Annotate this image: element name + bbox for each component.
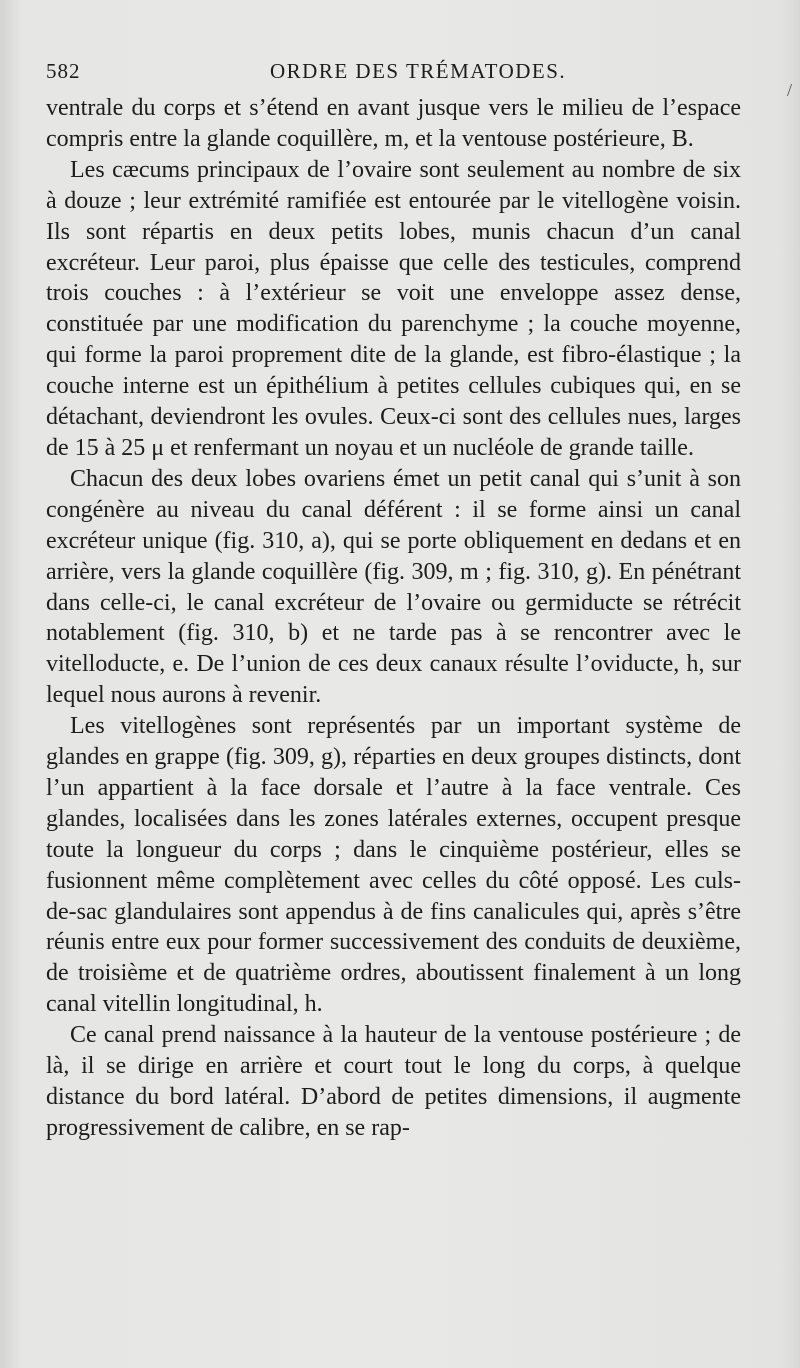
margin-mark: /: [786, 80, 792, 100]
paragraph: Chacun des deux lobes ovariens émet un petit canal qui s’unit à son congénère au niveau du canal déférent : il se forme ainsi un canal excréteur unique (fig. 310, a), qui se porte obliquement en dedans et en arrière, vers la glande coquillère (fig. 309, m ; fig. 310, g). En pénétrant dans celle-ci, le canal excréteur de l’ovaire ou germiducte se rétrécit notablement (fig. 310, b) et ne tarde pas à se rencontrer avec le vitelloducte, e. De l’union de ces deux canaux résulte l’oviducte, h, sur lequel nous aurons à revenir.: [46, 465, 741, 709]
running-head: [46, 59, 746, 89]
page-number: 582: [46, 59, 81, 83]
paragraph: Les vitellogènes sont représentés par un important système de glandes en grappe (fig. 309, g), réparties en deux groupes distincts, dont l’un appartient à la face dorsale et l’autre à la face ventrale. Ces glandes, localisées dans les zones latérales externes, occupent presque toute la longueur du corps ; dans le cinquième postérieur, elles se fusionnent même complètement avec celles du côté opposé. Les culs-de-sac glandulaires sont appendus à de fins canalicules qui, après s’être réunis entre eux pour former successivement des conduits de deuxième, de troisième et de quatrième ordres, aboutissent finalement à un long canal vitellin longitudinal, h.: [46, 713, 741, 1018]
paragraph: Les cæcums principaux de l’ovaire sont seulement au nombre de six à douze ; leur extrémité ramifiée est entourée par le vitellogène voisin. Ils sont répartis en deux petits lobes, munis chacun d’un canal excréteur. Leur paroi, plus épaisse que celle des testicules, comprend trois couches : à l’extérieur se voit une enveloppe assez dense, constituée par une modification du parenchyme ; la couche moyenne, qui forme la paroi proprement dite de la glande, est fibro-élastique ; la couche interne est un épithélium à petites cellules cubiques qui, en se détachant, deviendront les ovules. Ceux-ci sont des cellules nues, larges de 15 à 25 μ et renfermant un noyau et un nucléole de grande taille.: [46, 156, 741, 461]
running-title: ORDRE DES TRÉMATODES.: [270, 59, 567, 83]
paragraph: Ce canal prend naissance à la hauteur de la ventouse postérieure ; de là, il se dirige en arrière et court tout le long du corps, à quelque distance du bord latéral. D’abord de petites dimensions, il augmente progressivement de calibre, en se rap-: [46, 1022, 741, 1141]
paragraph: ventrale du corps et s’étend en avant jusque vers le milieu de l’espace compris entre la glande coquillère, m, et la ventouse postérieure, B.: [46, 95, 741, 152]
body-text: [46, 93, 741, 1144]
